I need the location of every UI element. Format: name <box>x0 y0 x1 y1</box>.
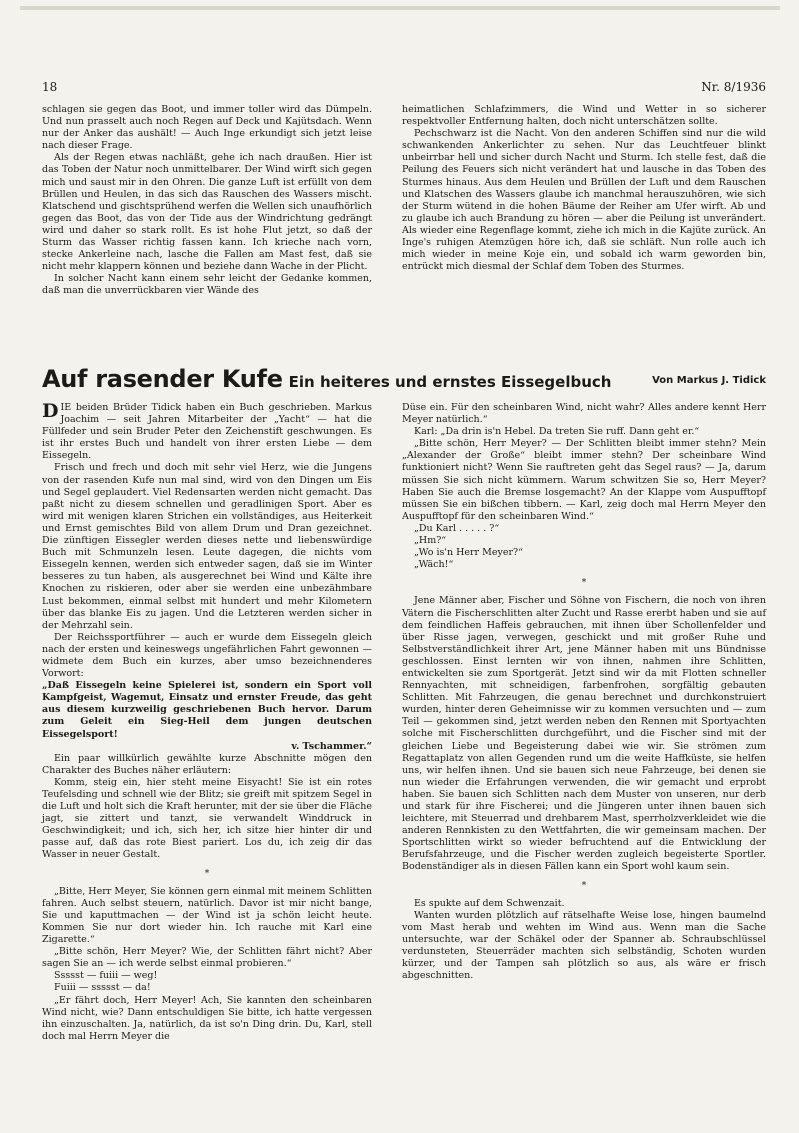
section-divider: * <box>581 578 587 589</box>
paragraph: Der Reichssportführer — auch er wurde dem Eissegeln gleich nach der ersten und keineswegs ungefährlichen Fahrt gewonnen — widmete dem Buch ein kurzes, aber umso bezeichnenderes Vorwort: <box>42 631 372 680</box>
dialog-line: „Wo is'n Herr Meyer?“ <box>414 547 523 559</box>
dialog-line: Karl: „Da drin is'n Hebel. Da treten Sie ruff. Dann geht er.“ <box>414 426 700 438</box>
paragraph: schlagen sie gegen das Boot, und immer toller wird das Dümpeln. Und nun prasselt auch noch Regen auf Deck und Kajütsdach. Wenn nur der Anker das aushält! — Auch Inge erkundigt sich jetzt leise nach dieser Frage. <box>42 104 372 152</box>
paragraph: Wanten wurden plötzlich auf rätselhafte Weise lose, hingen baumelnd vom Mast herab und wehten im Wind aus. Wenn man die Sache untersuchte, war der Schäkel oder der Spanner ab. Schraubschlüssel verdunsteten, Steuerräder machten sich selbständig, Schoten wurden kürzer, und der Tampen sah plötzlich so aus, als wäre er frisch abgeschnitten. <box>402 909 766 982</box>
paragraph: In solcher Nacht kann einem sehr leicht der Gedanke kommen, daß man die unverrückbaren vier Wände des <box>42 273 372 297</box>
paragraph: Komm, steig ein, hier steht meine Eisyacht! Sie ist ein rotes Teufelsding und schnell wie der Blitz; sie greift mit spitzem Segel in die Luft und holt sich die Kraft herunter, mit der sie über die Fläche jagt, sie zittert und tanzt, sie verwandelt Winddruck in Geschwindigkeit; und ich, sich her, ich sitze hier hinter dir und passe auf, daß das rote Biest pariert. Los du, ich zeig dir das Wasser in neuer Gestalt. <box>42 776 372 861</box>
previous-article-left-column <box>42 104 372 298</box>
dialog-line: „Du Karl . . . . . ?“ <box>414 522 500 534</box>
section-divider: * <box>204 868 210 879</box>
paragraph: Jene Männer aber, Fischer und Söhne von Fischern, die noch von ihren Vätern die Fischerschlitten alter Zucht und Rasse ererbt haben und sie auf dem feindlichen Haffeis gebrauchen, mit ihnen über Schollenfelder und über Risse jagen, verwegen, geschickt und mit großer Ruhe und Selbstverständlichkeit ihrer Art, jene Männer haben mit uns Bündnisse geschlossen. Einst lernten wir von ihnen, nahmen ihre Schlitten, entwickelten sie zum Sportgerät. Jetzt sind wir da mit Flotten schneller Rennyachten, mit schneidigen, farbenfrohen, sorgfältig gebauten Schlitten. Mit Fahrzeugen, die genau berechnet und durchkonstruiert wurden, hinter deren Geheimnisse wir zu kommen versuchten und — zum Teil — gekommen sind, jetzt werden neben den Rennen mit Sportyachten solche mit Fischerschlitten durchgeführt, und die Fischer sind mit der gleichen Liebe und Begeisterung dabei wie wir. Sie strömen zum Regattaplatz von allen Gegenden rund um die weite Haffküste, sie helfen uns, wir helfen ihnen. Und sie bauen sich neue Fahrzeuge, bei denen sie nun wieder die Erfahrungen verwenden, die wir gemacht und erprobt haben. Sie bauen sich Schlitten nach dem Muster von unseren, nur derb und stark für ihre Fischerei; und die Jüngeren unter ihnen bauen sich leichtere, mit Steuerrad und drehbarem Mast, sperrholzverkleidet wie die anderen Rennkisten zu den Wettfahrten, die wir gemeinsam machen. Der Sportschlitten wirkt so wieder befruchtend auf die Entwicklung der Berufsfahrzeuge, und die Fischer werden zugleich begeisterte Sportler. Bodenständiger als in diesen Fällen kann ein Sport wohl kaum sein. <box>402 595 766 873</box>
dialog-line: Ssssst — fuiii — weg! <box>54 970 158 982</box>
quote-signature: v. Tschammer.“ <box>291 740 372 752</box>
foreword-quote <box>42 680 372 753</box>
dialog-line: „Er fährt doch, Herr Meyer! Ach, Sie kannten den scheinbaren Wind nicht, wie? Dann entschuldigen Sie bitte, ich hatte vergessen ihn einzuschalten. Ja, natürlich, da ist so'n Ding drin. Du, Karl, stell doch mal Herrn Meyer die <box>42 994 372 1042</box>
section-divider: * <box>581 880 587 891</box>
dialog-line: „Bitte schön, Herr Meyer? — Der Schlitten bleibt immer stehn? Mein „Alexander der Große“ bleibt immer stehn? Der scheinbare Wind funktioniert nicht? Wenn Sie rauftreten geht das Segel raus? — Ja, darum müssen Sie sich nicht kümmern. Warum schwitzen Sie so, Herr Meyer? Haben Sie auch die Bremse losgemacht? An der Klappe vom Auspufftopf müssen Sie ein bißchen tibbern. — Karl, zeig doch mal Herrn Meyer den Auspufftopf für den scheinbaren Wind.“ <box>402 438 766 522</box>
article-author: Von Markus J. Tidick <box>652 375 766 386</box>
page-header <box>42 80 766 98</box>
dialog-line: Fuiii — ssssst — da! <box>54 982 151 994</box>
drop-cap: D <box>42 400 59 422</box>
dialog-line: „Bitte, Herr Meyer, Sie können gern einmal mit meinem Schlitten fahren. Auch selbst steuern, natürlich. Davor ist mir nicht bange, Sie und kaputtmachen — der Wind ist ja schön leicht heute. Kommen Sie nur dort wieder hin. Ich rauche mit Karl eine Zigarette.“ <box>42 885 372 946</box>
paragraph: heimatlichen Schlafzimmers, die Wind und Wetter in so sicherer respektvoller Entfernung halten, doch nicht unterschätzen sollte. <box>402 104 766 128</box>
article-heading <box>42 365 766 399</box>
intro-paragraph <box>42 402 372 462</box>
quote-text: „Daß Eissegeln keine Spielerei ist, sondern ein Sport voll Kampfgeist, Wagemut, Einsatz und ernster Freude, das geht aus diesem kurzweilig geschriebenen Buch hervor. Darum zum Geleit ein Sieg-Heil dem jungen deutschen Eissegelsport! <box>42 680 372 740</box>
intro-text: IE beiden Brüder Tidick haben ein Buch geschrieben. Markus Joachim — seit Jahren Mitarbeiter der „Yacht“ — hat die Füllfeder und sein Bruder Peter den Zeichenstift geschwungen. Es ist ihr erstes Buch und handelt von ihrer ersten Liebe — dem Eissegeln. <box>42 402 372 462</box>
paragraph: Frisch und frech und doch mit sehr viel Herz, wie die Jungens von der rasenden Kufe nun mal sind, wird von den Dingen um Eis und Segel geplaudert. Viel Redensarten werden nicht gemacht. Das paßt nicht zu diesem schnellen und geradlinigen Sport. Aber es wird mit wenigen klaren Strichen ein vollständiges, aus Heiterkeit und Ernst gemischtes Bild von allem Drum und Dran gezeichnet. Die zünftigen Eissegler werden dieses nette und liebenswürdige Buch mit Schmunzeln lesen. Leute dagegen, die nichts vom Eissegeln kennen, werden sich entweder sagen, daß sie im Winter besseres zu tun haben, als ausgerechnet bei Wind und Kälte ihre Knochen zu riskieren, oder aber sie werden eine unbezähmbare Lust bekommen, einmal selbst mit hundert und mehr Kilometern über das blanke Eis zu jagen. Und die Letzteren werden sicher in der Mehrzahl sein. <box>42 462 372 631</box>
article-left-column <box>42 402 372 1043</box>
article-title: Auf rasender Kufe <box>42 365 283 393</box>
dialog-line: „Wäch!“ <box>414 559 454 571</box>
article-right-column <box>402 402 766 982</box>
paragraph: Es spukte auf dem Schwenzait. <box>414 897 565 909</box>
top-border-line <box>20 6 780 10</box>
paragraph: Ein paar willkürlich gewählte kurze Abschnitte mögen den Charakter des Buches näher erläutern: <box>42 752 372 776</box>
dialog-line: „Hm?“ <box>414 535 447 547</box>
dialog-line: Düse ein. Für den scheinbaren Wind, nicht wahr? Alles andere kennt Herr Meyer natürlich.“ <box>402 402 766 426</box>
dialog-line: „Bitte schön, Herr Meyer? Wie, der Schlitten fährt nicht? Aber sagen Sie an — ich werde selbst einmal probieren.“ <box>42 946 372 970</box>
page-number: 18 <box>42 80 58 94</box>
article-subtitle: Ein heiteres und ernstes Eissegelbuch <box>288 373 612 391</box>
paragraph: Pechschwarz ist die Nacht. Von den anderen Schiffen sind nur die wild schwankenden Ankerlichter zu sehen. Nur das Leuchtfeuer blinkt unbeirrbar hell und sicher durch Nacht und Sturm. Ich stelle fest, daß die Peilung des Feuers sich nicht verändert hat und lausche in das Toben des Sturmes hinaus. Aus dem Heulen und Brüllen der Luft und dem Rauschen und Klatschen des Wassers glaube ich manchmal herauszuhören, wie sich der Sturm wütend in die hohen Bäume der Reiher am Ufer wirft. Ab und zu glaube ich auch Brandung zu hören — aber die Peilung ist unverändert. Als wieder eine Regenflage kommt, ziehe ich mich in die Kajüte zurück. An Inge's ruhigen Atemzügen höre ich, daß sie schläft. Nun rolle auch ich mich wieder in meine Koje ein, und sobald ich warm geworden bin, entrückt mich diesmal der Schlaf dem Toben des Sturmes. <box>402 128 766 273</box>
paragraph: Als der Regen etwas nachläßt, gehe ich nach draußen. Hier ist das Toben der Natur noch unmittelbarer. Der Wind wirft sich gegen mich und saust mir in den Ohren. Die ganze Luft ist erfüllt von dem Brüllen und Heulen, in das sich das Rauschen des Wassers mischt. Klatschend und gischtsprühend werfen die Wellen sich unaufhörlich gegen das Boot, das von der Tide aus der Windrichtung gedrängt wird und daher so stark rollt. Es ist hohe Flut jetzt, so daß der Sturm das Wasser richtig fassen kann. Ich krieche nach vorn, stecke Ankerleine nach, lasche die Fallen am Mast fest, daß sie nicht mehr klappern können und beziehe dann Wache in der Plicht. <box>42 152 372 273</box>
issue-number: Nr. 8/1936 <box>701 80 766 94</box>
previous-article-right-column <box>402 104 766 273</box>
